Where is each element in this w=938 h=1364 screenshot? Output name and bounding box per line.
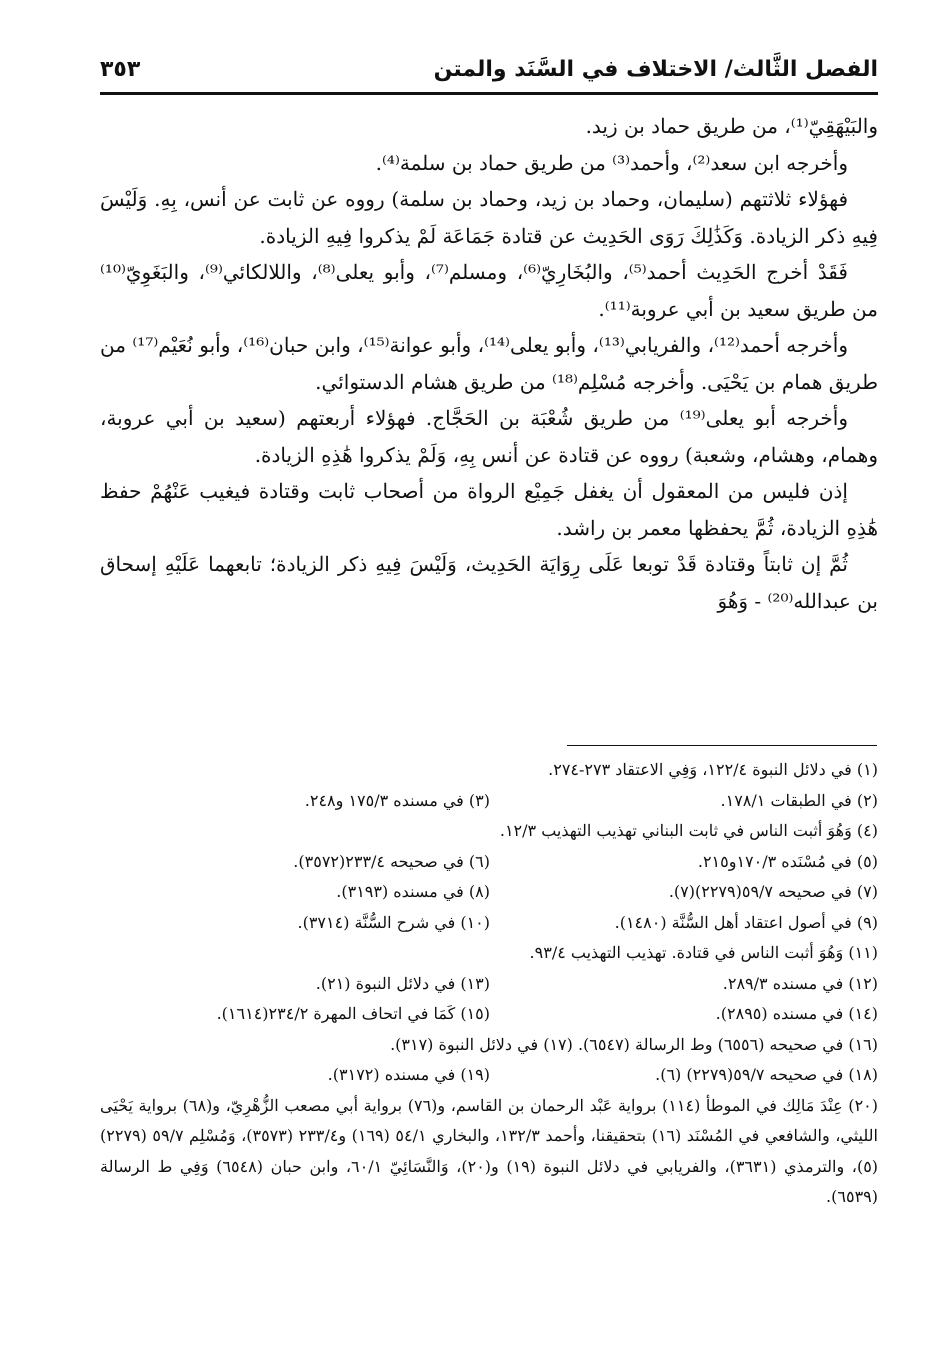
footnote-row — [100, 847, 878, 878]
main-text — [100, 108, 878, 619]
paragraph: فهؤلاء ثلاثتهم (سليمان، وحماد بن زيد، وحماد بن سلمة) رووه عن ثابت عن أنس، بِهِ. وَلَيْسَ فِيهِ ذكر الزيادة. وَكَذَٰلِكَ رَوَى الحَدِيث عن قتادة جَمَاعَة لَمْ يذكروا فِيهِ الزيادة. — [100, 187, 878, 248]
footnote: (١٥) كَمَا في اتحاف المهرة ٢٣٤/٢(١٦١٤). — [216, 1004, 490, 1023]
footnote: (٦) في صحيحه ٢٣٣/٤(٣٥٧٢). — [293, 851, 490, 871]
footnote: (٥) في مُسْنَده ١٧٠/٣و٢١٥. — [697, 851, 878, 871]
footnote-row — [100, 786, 878, 817]
footnote-row — [100, 999, 878, 1030]
footnote: (٧) في صحيحه ٥٩/٧(٢٢٧٩)(٧). — [668, 882, 878, 901]
footnote: (٤) وَهُوَ أثبت الناس في ثابت البناني تهذيب التهذيب ١٢/٣. — [499, 821, 878, 840]
footnote: (١٢) في مسنده ٢٨٩/٣. — [722, 973, 878, 993]
footnote: (٨) في مسنده (٣١٩٣). — [336, 882, 490, 901]
footnote-row — [100, 969, 878, 1000]
footnote: (١) في دلائل النبوة ١٢٢/٤، وَفِي الاعتقاد ٢٧٣-٢٧٤. — [548, 760, 878, 779]
footnote: (١٠) في شرح السُّنَّة (٣٧١٤). — [297, 912, 490, 932]
footnote: (١٤) في مسنده (٢٨٩٥). — [715, 1004, 878, 1023]
paragraph: وأخرجه أبو يعلى⁽¹⁹⁾ من طريق شُعْبَة بن الحَجَّاج. فهؤلاء أربعتهم (سعيد بن أبي عروبة، وهمام، وهشام، وشعبة) رووه عن قتادة عن أنس بِهِ، وَلَمْ يذكروا هَٰذِهِ الزيادة. — [100, 406, 878, 467]
footnote-row — [100, 816, 878, 847]
footnote: (١٦) في صحيحه (٦٥٥٦) وط الرسالة (٦٥٤٧). (١٧) في دلائل النبوة (٣١٧). — [390, 1034, 878, 1054]
footnote: (١١) وَهُوَ أثبت الناس في قتادة. تهذيب التهذيب ٩٣/٤. — [529, 943, 878, 962]
paragraph: إذن فليس من المعقول أن يغفل جَمِيْع الرواة من أصحاب ثابت وقتادة فيغيب عَنْهُمْ حفظ هَٰذِهِ الزيادة، ثُمَّ يحفظها معمر بن راشد. — [100, 479, 878, 540]
paragraph: فَقَدْ أخرج الحَدِيث أحمد⁽⁵⁾، والبُخَارِيّ⁽⁶⁾، ومسلم⁽⁷⁾، وأبو يعلى⁽⁸⁾، واللالكائي⁽⁹⁾، والبَغَوِيّ⁽¹⁰⁾ من طريق سعيد بن أبي عروبة⁽¹¹⁾. — [100, 260, 878, 321]
footnote-row — [100, 938, 878, 969]
footnote-row — [100, 1060, 878, 1091]
paragraph: وأخرجه ابن سعد⁽²⁾، وأحمد⁽³⁾ من طريق حماد بن سلمة⁽⁴⁾. — [375, 150, 848, 175]
footnote: (١٣) في دلائل النبوة (٢١). — [315, 973, 490, 993]
footnote-long: (٢٠) عِنْدَ مَالِك في الموطأ (١١٤) برواية عَبْد الرحمان بن القاسم، و(٧٦) برواية أبي مصعب الزُّهْرِيّ، و(٦٨) برواية يَحْيَى الليثي، والشافعي في المُسْنَد (١٦) بتحقيقنا، وأحمد ١٣٢/٣، والبخاري ٥٤/١ (١٦٩) و٢٣٣/٤ (٣٥٧٣)، وَمُسْلِم ٥٩/٧ (٢٢٧٩) (٥)، والترمذي (٣٦٣١)، والفريابي في دلائل النبوة (١٩) و(٢٠)، وَالنَّسَائِيّ ٦٠/١، وابن حبان (٦٥٤٨) وَفِي ط الرسالة (٦٥٣٩). — [100, 1095, 879, 1206]
footnote: (٣) في مسنده ١٧٥/٣ و٢٤٨. — [304, 790, 490, 810]
running-header — [100, 52, 878, 92]
paragraph: والبَيْهَقِيّ⁽¹⁾، من طريق حماد بن زيد. — [585, 114, 878, 138]
footnote-row — [100, 908, 878, 939]
paragraph: ثُمَّ إن ثابتاً وقتادة قَدْ توبعا عَلَى رِوَايَة الحَدِيث، وَلَيْسَ فِيهِ ذكر الزيادة؛ تابعهما عَلَيْهِ إسحاق بن عبدالله⁽²⁰⁾ - وَهُوَ — [100, 552, 878, 613]
footnotes — [100, 755, 878, 1213]
footnote-row — [100, 755, 878, 786]
footnote-row — [100, 877, 878, 908]
footnote-divider — [567, 745, 877, 746]
footnote-row — [100, 1030, 878, 1061]
paragraph: وأخرجه أحمد⁽¹²⁾، والفريابي⁽¹³⁾، وأبو يعلى⁽¹⁴⁾، وأبو عوانة⁽¹⁵⁾، وابن حبان⁽¹⁶⁾، وأبو نُعَيْم⁽¹⁷⁾ من طريق همام بن يَحْيَى. وأخرجه مُسْلِم⁽¹⁸⁾ من طريق هشام الدستوائي. — [100, 333, 878, 394]
page-number: ٣٥٣ — [100, 57, 141, 82]
footnote: (٩) في أصول اعتقاد أهل السُّنَّة (١٤٨٠). — [614, 912, 878, 932]
header-divider — [100, 92, 878, 95]
chapter-title: الفصل الثَّالث/ الاختلاف في السَّنَد والمتن — [433, 57, 878, 82]
footnote: (١٨) في صحيحه ٥٩/٧(٢٢٧٩) (٦). — [655, 1065, 878, 1084]
footnote: (١٩) في مسنده (٣١٧٢). — [327, 1065, 490, 1084]
footnote: (٢) في الطبقات ١٧٨/١. — [720, 790, 878, 810]
